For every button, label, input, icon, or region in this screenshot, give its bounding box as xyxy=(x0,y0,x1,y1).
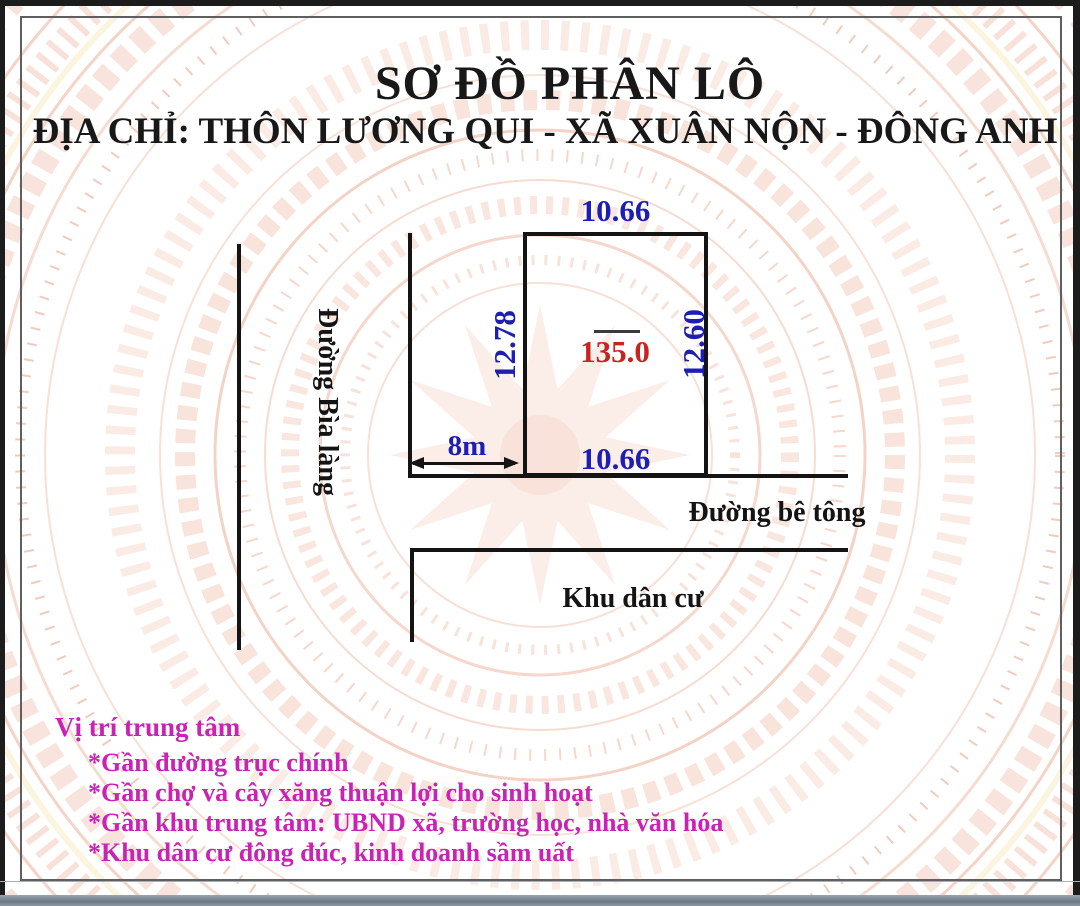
bottom-divider-line xyxy=(0,881,1080,882)
arrow-head-right-icon xyxy=(504,457,519,469)
left-road-label: Đường Bìa làng xyxy=(312,308,343,496)
page-title: SƠ ĐỒ PHÂN LÔ xyxy=(374,57,766,110)
feature-item: *Gần chợ và cây xăng thuận lợi cho sinh hoạt xyxy=(88,778,593,807)
features-heading: Vị trí trung tâm xyxy=(55,712,241,742)
dimension-left: 12.78 xyxy=(487,310,522,380)
address-line: ĐỊA CHỈ: THÔN LƯƠNG QUI - XÃ XUÂN NỘN - ĐÔNG ANH xyxy=(32,111,1058,152)
area-overline xyxy=(594,330,640,333)
dimension-bottom: 10.66 xyxy=(580,441,651,476)
residential-area-label: Khu dân cư xyxy=(562,583,704,614)
arrow-head-left-icon xyxy=(409,457,424,469)
feature-item: *Khu dân cư đông đúc, kinh doanh sầm uất xyxy=(88,838,574,867)
outer-border-left xyxy=(0,0,5,906)
outer-border-top xyxy=(0,0,1080,6)
lot-boundary-line xyxy=(408,233,412,478)
outer-border-right xyxy=(1073,0,1080,906)
road-width-label: 8m xyxy=(447,430,487,462)
feature-item: *Gần đường trục chính xyxy=(88,748,349,777)
residential-border-vertical xyxy=(410,548,414,642)
dimension-right: 12.60 xyxy=(676,309,711,379)
bottom-edge-band xyxy=(0,895,1080,906)
bottom-road-label: Đường bê tông xyxy=(688,497,866,528)
dimension-top: 10.66 xyxy=(580,193,651,228)
left-road-line xyxy=(237,244,241,650)
feature-item: *Gần khu trung tâm: UBND xã, trường học, nhà văn hóa xyxy=(88,808,724,837)
road-width-arrow xyxy=(413,462,515,465)
area-label: 135.0 xyxy=(580,334,650,369)
residential-border-horizontal xyxy=(410,548,848,552)
